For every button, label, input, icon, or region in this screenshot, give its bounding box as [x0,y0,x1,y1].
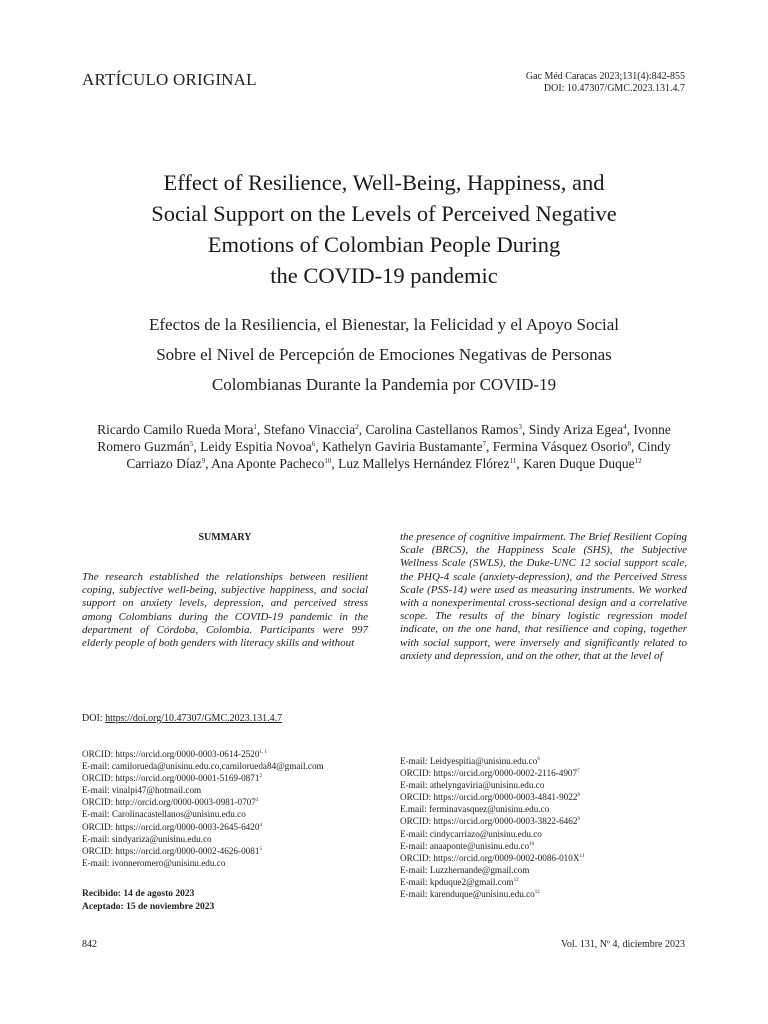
contact-line [82,748,324,760]
contact-text: E-mail: athelyngaviria@unisinu.edu.co [400,780,545,791]
contact-text: ORCID: https://orcid.org/0000-0001-5169-0871 [82,773,260,784]
contact-line [82,772,324,784]
title-line: Emotions of Colombian People During [207,232,561,257]
contact-line [82,857,324,869]
contact-affiliation-mark: 2 [259,774,262,780]
author-list: Ricardo Camilo Rueda Mora$^1$, Stefano Vinaccia$^2$, Carolina Castellanos Ramos$^3$, Sindy Ariza Egea$^4$, Ivonne Romero Guzmán$^5$, Leidy Espitia Novoa$^6$, Kathelyn Gaviria Bustamante$^7$, Fermina Vásquez Osorio$^8$, Cindy Carriazo Díaz$^9$, Ana Aponte Pacheco$^{10}$, Luz Mallelys Hernández Flórez$^{11}$, Karen Duque Duque$^{12}$ [97,422,671,471]
contact-text: E-mail: Luzzhernande@gmail.com [400,864,530,875]
contact-affiliation-mark: 6 [537,757,540,762]
author-name: Leidy Espitia Novoa [200,439,312,454]
author-affiliation-mark: 5 [189,440,194,448]
contact-text: E.mail: ferminavasquez@unisinu.edu.co [400,804,550,815]
contact-text: E-mail: cindycarriazo@unisinu.edu.co [400,828,542,839]
author-name: Sindy Ariza Egea [528,422,624,437]
contact-text: E-mail: anaaponte@unisinu.edu.co [400,840,530,851]
contact-text: E-mail: karenduque@unisinu.edu.co [400,889,535,900]
contact-text: E-mail: sindyariza@unisinu.edu.co [82,833,212,844]
contact-affiliation-mark: 11 [579,853,585,859]
dates-block [82,888,214,913]
received-date: Recibido: 14 de agosto 2023 [82,889,195,899]
contact-text: ORCID: https://orcid.org/0000-0003-2645-6420 [82,821,260,832]
author-name: Luz Mallelys Hernández Flórez [338,456,510,471]
doi-line [82,713,282,724]
contact-text: ORCID: https://orcid.org/0009-0002-0086-010X [400,852,580,863]
contact-line [400,803,584,815]
contact-line [82,821,324,833]
contact-line [400,852,584,864]
author-name: Ricardo Camilo Rueda Mora [97,422,254,437]
summary-heading: SUMMARY [198,532,252,543]
contact-affiliation-mark: 1, 1 [259,750,267,755]
contact-line [400,840,584,852]
contact-affiliation-mark: 7 [577,769,580,775]
contact-line [82,796,324,808]
contact-line [400,864,584,876]
header-doi: DOI: 10.47307/GMC.2023.131.4.7 [543,83,685,94]
contact-affiliation-mark: 3 [255,798,259,804]
accepted-date: Aceptado: 15 de noviembre 2023 [82,901,215,912]
author-affiliation-mark: 1 [253,423,257,431]
author-name: Karen Duque Duque [522,456,635,471]
author-name: Ivonne Romero Guzmán [97,422,671,454]
author-affiliation-mark: 11 [509,457,517,465]
contact-affiliation-mark: 8 [577,793,580,799]
contact-affiliation-mark: 10 [529,841,535,847]
article-subtitle [80,310,688,400]
author-affiliation-mark: 10 [324,457,332,465]
author-name: Carolina Castellanos Ramos [365,422,519,437]
contact-line [82,760,324,772]
subtitle-line: Efectos de la Resiliencia, el Bienestar, la Felicidad y el Apoyo Social [149,315,619,334]
contact-text: ORCID: https://orcid.org/0000-0002-2116-4907 [400,768,578,779]
author-affiliation-mark: 8 [627,440,631,448]
contact-line [82,833,324,845]
abstract-column-right: the presence of cognitive impairment. The Brief Resilient Coping Scale (BRCS), the Happiness Scale (SHS), the Subjective Wellness Scale (SWLS), the Duke-UNC 12 social support scale, the PHQ-4 scale (anxiety-depression), and the Perceived Stress Scale (PSS-14) were used as measuring instruments. We worked with a nonexperimental cross-sectional design and a correlative scope. The results of the binary logistic regression model indicate, on the one hand, that resilience and coping, together with social support, were inversely and significantly related to anxiety and depression, and on the other, that at the level of [400,531,687,662]
title-line: Effect of Resilience, Well-Being, Happiness, and [163,170,605,195]
contact-line [400,755,584,767]
contact-text: E-mail: camilorueda@unisinu.edu.co,camilorueda84@gmail.com [82,761,324,772]
author-name: Ana Aponte Pacheco [211,456,325,471]
contact-line [400,828,584,840]
page-number: 842 [82,939,97,950]
author-name: Kathelyn Gaviria Bustamante [322,439,483,454]
author-affiliation-mark: 3 [518,423,522,431]
author-affiliation-mark: 9 [201,457,206,465]
author-affiliation-mark: 4 [623,423,627,431]
contact-text: E-mail: vinalpi47@hotmail.com [82,785,202,796]
author-name: Cindy Carriazo Díaz [126,439,671,471]
contact-line [400,779,584,791]
author-affiliation-mark: 12 [634,457,642,465]
contact-affiliation-mark: 4 [259,822,262,828]
contact-text: ORCID: https://orcid.org/0000-0003-4841-9022 [400,792,578,803]
contact-line [82,784,324,796]
contact-line [82,845,324,857]
contact-text: ORCID: https://orcid.org/0000-0003-3822-6462 [400,816,578,827]
subtitle-line: Colombianas Durante la Pandemia por COVID-19 [211,375,557,394]
contact-text: E-mail: kpduque2@gmail.com [400,876,514,887]
author-affiliation-mark: 6 [311,440,316,448]
title-line: Social Support on the Levels of Perceived Negative [151,201,617,226]
subtitle-line: Sobre el Nivel de Percepción de Emociones Negativas de Personas [156,345,612,364]
contact-affiliation-mark: 5 [259,846,262,852]
journal-citation [526,71,685,95]
contact-text: ORCID: https://orcid.org/0000-0002-4626-0081 [82,845,260,856]
contact-text: E-mail: Carolinacastellanos@unisinu.edu.co [82,809,246,820]
article-title [80,167,688,291]
contacts-right-column [400,755,584,900]
author-affiliation-mark: 2 [355,423,359,431]
contact-affiliation-mark: 9 [577,817,580,823]
contact-text: E-mail: Leidyespitia@unisinu.edu.co [400,756,538,766]
contact-text: ORCID: http://orcid.org/0000-0003-0981-0707 [82,797,256,808]
contact-line [400,888,584,900]
section-label: ARTÍCULO ORIGINAL [82,70,257,89]
issue-info: Vol. 131, Nº 4, diciembre 2023 [560,939,685,950]
author-affiliation-mark: 7 [482,440,487,448]
contacts-left-column [82,748,324,869]
contact-line [400,815,584,827]
contact-affiliation-mark: 12 [534,890,540,896]
abstract-column-left: The research established the relationships between resilient coping, subjective well-being, subjective happiness, and social support on anxiety levels, depression, and perceived stress among Colombians during the COVID-19 pandemic in the department of Córdoba, Colombia. Participants were 997 elderly people of both genders with literacy skills and without [82,571,368,650]
contact-text: ORCID: https://orcid.org/0000-0003-0614-2520 [82,749,260,759]
author-name: Fermina Vásquez Osorio [492,439,628,454]
contact-line [400,767,584,779]
contact-line [400,791,584,803]
author-name: Stefano Vinaccia [263,422,356,437]
contact-affiliation-mark: 12 [513,877,519,883]
contact-text: E-mail: ivonneromero@unisinu.edu.co [82,857,226,868]
doi-label: DOI: [82,713,106,724]
contact-line [400,876,584,888]
title-line: the COVID-19 pandemic [270,263,498,288]
doi-link[interactable]: https://doi.org/10.47307/GMC.2023.131.4.7 [105,713,283,724]
journal-reference: Gac Méd Caracas 2023;131(4):842-855 [525,71,685,82]
contact-line [82,808,324,820]
